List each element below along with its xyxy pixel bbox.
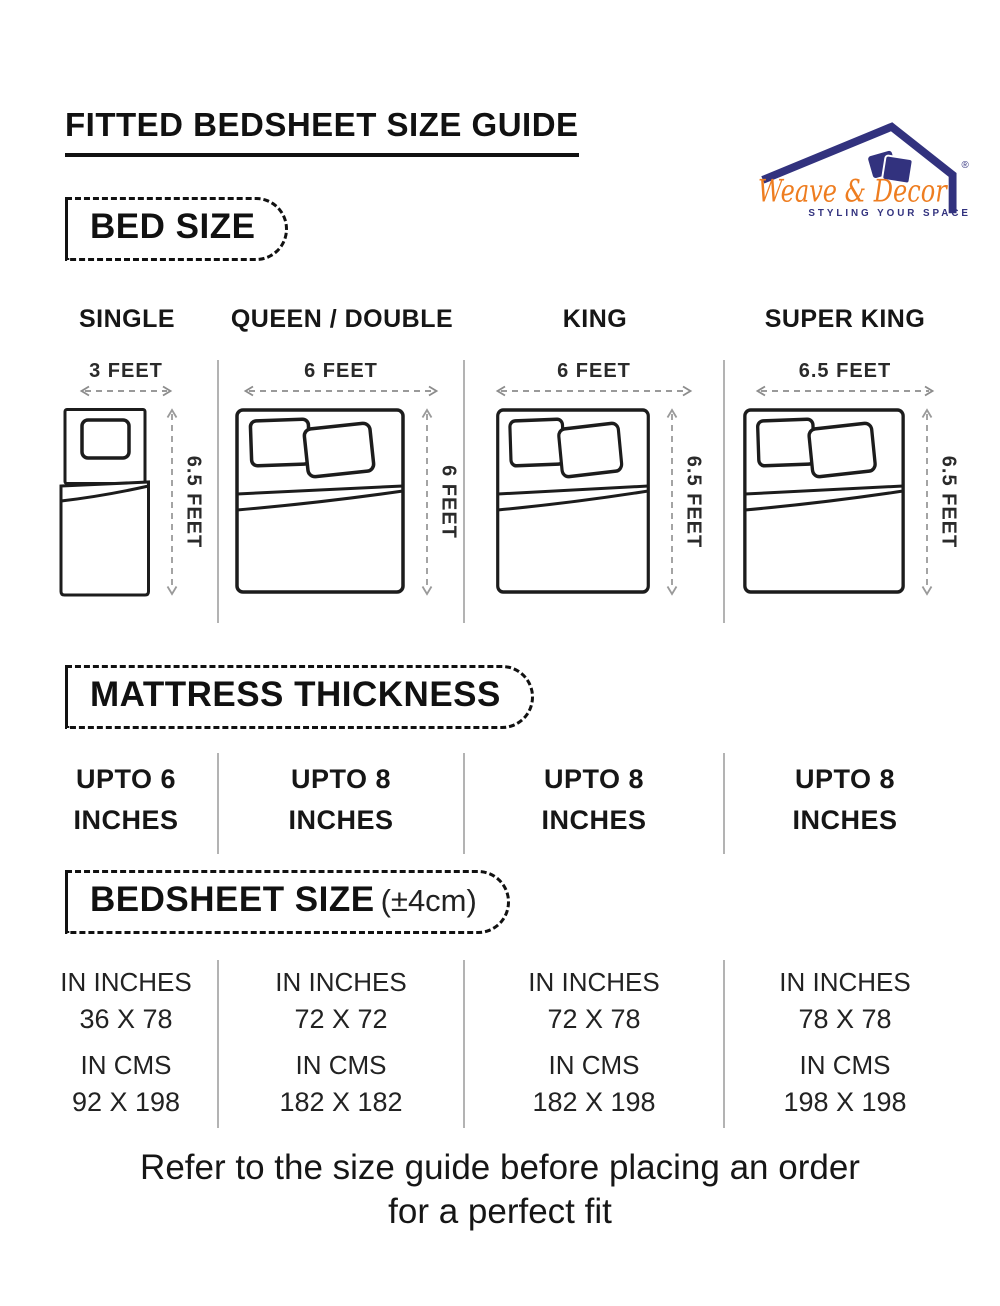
mattress-value-line2: INCHES: [288, 804, 394, 835]
page-title: FITTED BEDSHEET SIZE GUIDE: [65, 106, 579, 157]
sheet-size-super-king: [725, 960, 965, 1128]
length-dimension-label: 6 FEET: [437, 465, 460, 539]
cms-value: 182 X 182: [279, 1086, 403, 1117]
bedsheet-tolerance-label: (±4cm): [380, 883, 477, 918]
mattress-thickness-row: [35, 753, 965, 854]
bed-column-king: [465, 360, 725, 623]
column-header-single: SINGLE: [78, 305, 176, 333]
in-cms-label: IN CMS: [80, 1049, 172, 1080]
in-cms-label: IN CMS: [548, 1049, 640, 1080]
section-mattress-thickness: [65, 665, 534, 729]
width-dimension-label: 6 FEET: [304, 360, 378, 382]
brand-tagline: STYLING YOUR SPACE: [808, 208, 971, 220]
height-arrow-icon: [420, 407, 434, 597]
pillow-icon: [510, 419, 564, 466]
in-cms-label: IN CMS: [799, 1049, 891, 1080]
inches-value: 72 X 72: [294, 1003, 388, 1034]
pillow-icon: [808, 423, 875, 478]
pillow-icon: [558, 423, 622, 478]
height-arrow-icon: [920, 407, 934, 597]
pillow-icon: [82, 420, 129, 458]
bed-diagram-row: [35, 360, 965, 623]
pillow-icon: [304, 423, 375, 478]
section-bed-size: [65, 197, 288, 261]
bed-double-icon: [742, 407, 906, 595]
in-cms-label: IN CMS: [295, 1049, 387, 1080]
mattress-value-line1: UPTO 8: [794, 764, 896, 794]
width-dimension-label: 6.5 FEET: [798, 360, 892, 382]
pillow-icon: [250, 419, 310, 466]
bed-single-icon: [59, 407, 151, 597]
in-inches-label: IN INCHES: [275, 967, 407, 997]
bed-name-row: [35, 305, 965, 334]
sheet-size-king: [465, 960, 725, 1128]
section-bedsheet-size: [65, 870, 510, 934]
bed-double-icon: [234, 407, 406, 595]
bed-size-label: BED SIZE: [90, 207, 256, 246]
inches-value: 72 X 78: [547, 1003, 641, 1034]
inches-value: 36 X 78: [79, 1003, 173, 1034]
bed-double-icon: [495, 407, 651, 595]
mattress-queen-double: [219, 753, 465, 854]
column-header-king: KING: [562, 305, 628, 333]
mattress-king: [465, 753, 725, 854]
width-dimension-label: 6 FEET: [557, 360, 631, 382]
width-arrow-icon: [242, 384, 440, 398]
in-inches-label: IN INCHES: [60, 967, 192, 997]
height-arrow-icon: [665, 407, 679, 597]
bedsheet-size-table: [35, 960, 965, 1128]
mattress-value-line1: UPTO 8: [290, 764, 392, 794]
cms-value: 182 X 198: [532, 1086, 656, 1117]
bedsheet-size-label: BEDSHEET SIZE: [90, 880, 375, 919]
sheet-size-single: [35, 960, 219, 1128]
width-arrow-icon: [494, 384, 694, 398]
brand-logo-graphic: [752, 116, 988, 228]
mattress-single: [35, 753, 219, 854]
width-dimension-label: 3 FEET: [89, 360, 163, 382]
in-inches-label: IN INCHES: [528, 967, 660, 997]
sheet-size-queen-double: [219, 960, 465, 1128]
brand-logo: [752, 116, 988, 228]
bed-column-queen-double: [219, 360, 465, 623]
column-header-super-king: SUPER KING: [764, 305, 926, 333]
mattress-value-line2: INCHES: [792, 804, 898, 835]
length-dimension-label: 6.5 FEET: [182, 455, 205, 549]
mattress-value-line2: INCHES: [73, 804, 179, 835]
registered-mark: ®: [961, 160, 969, 172]
mattress-value-line1: UPTO 8: [543, 764, 645, 794]
length-dimension-label: 6.5 FEET: [682, 455, 705, 549]
length-dimension-label: 6.5 FEET: [937, 455, 960, 549]
bed-column-single: [35, 360, 219, 623]
cms-value: 198 X 198: [783, 1086, 907, 1117]
mattress-value-line2: INCHES: [541, 804, 647, 835]
in-inches-label: IN INCHES: [779, 967, 911, 997]
mattress-super-king: [725, 753, 965, 854]
column-header-queen-double: QUEEN / DOUBLE: [230, 305, 454, 333]
width-arrow-icon: [78, 384, 174, 398]
mattress-thickness-label: MATTRESS THICKNESS: [90, 675, 501, 714]
cms-value: 92 X 198: [71, 1086, 181, 1117]
brand-name: Weave & Decor: [757, 174, 949, 210]
bed-column-super-king: [725, 360, 965, 623]
mattress-value-line1: UPTO 6: [75, 764, 177, 794]
pillow-icon: [757, 419, 814, 466]
inches-value: 78 X 78: [798, 1003, 892, 1034]
footer-note-line2: for a perfect fit: [388, 1191, 612, 1231]
footer-note-line1: Refer to the size guide before placing an order: [140, 1147, 860, 1187]
width-arrow-icon: [754, 384, 936, 398]
footer-note: [0, 1146, 1000, 1234]
height-arrow-icon: [165, 407, 179, 597]
